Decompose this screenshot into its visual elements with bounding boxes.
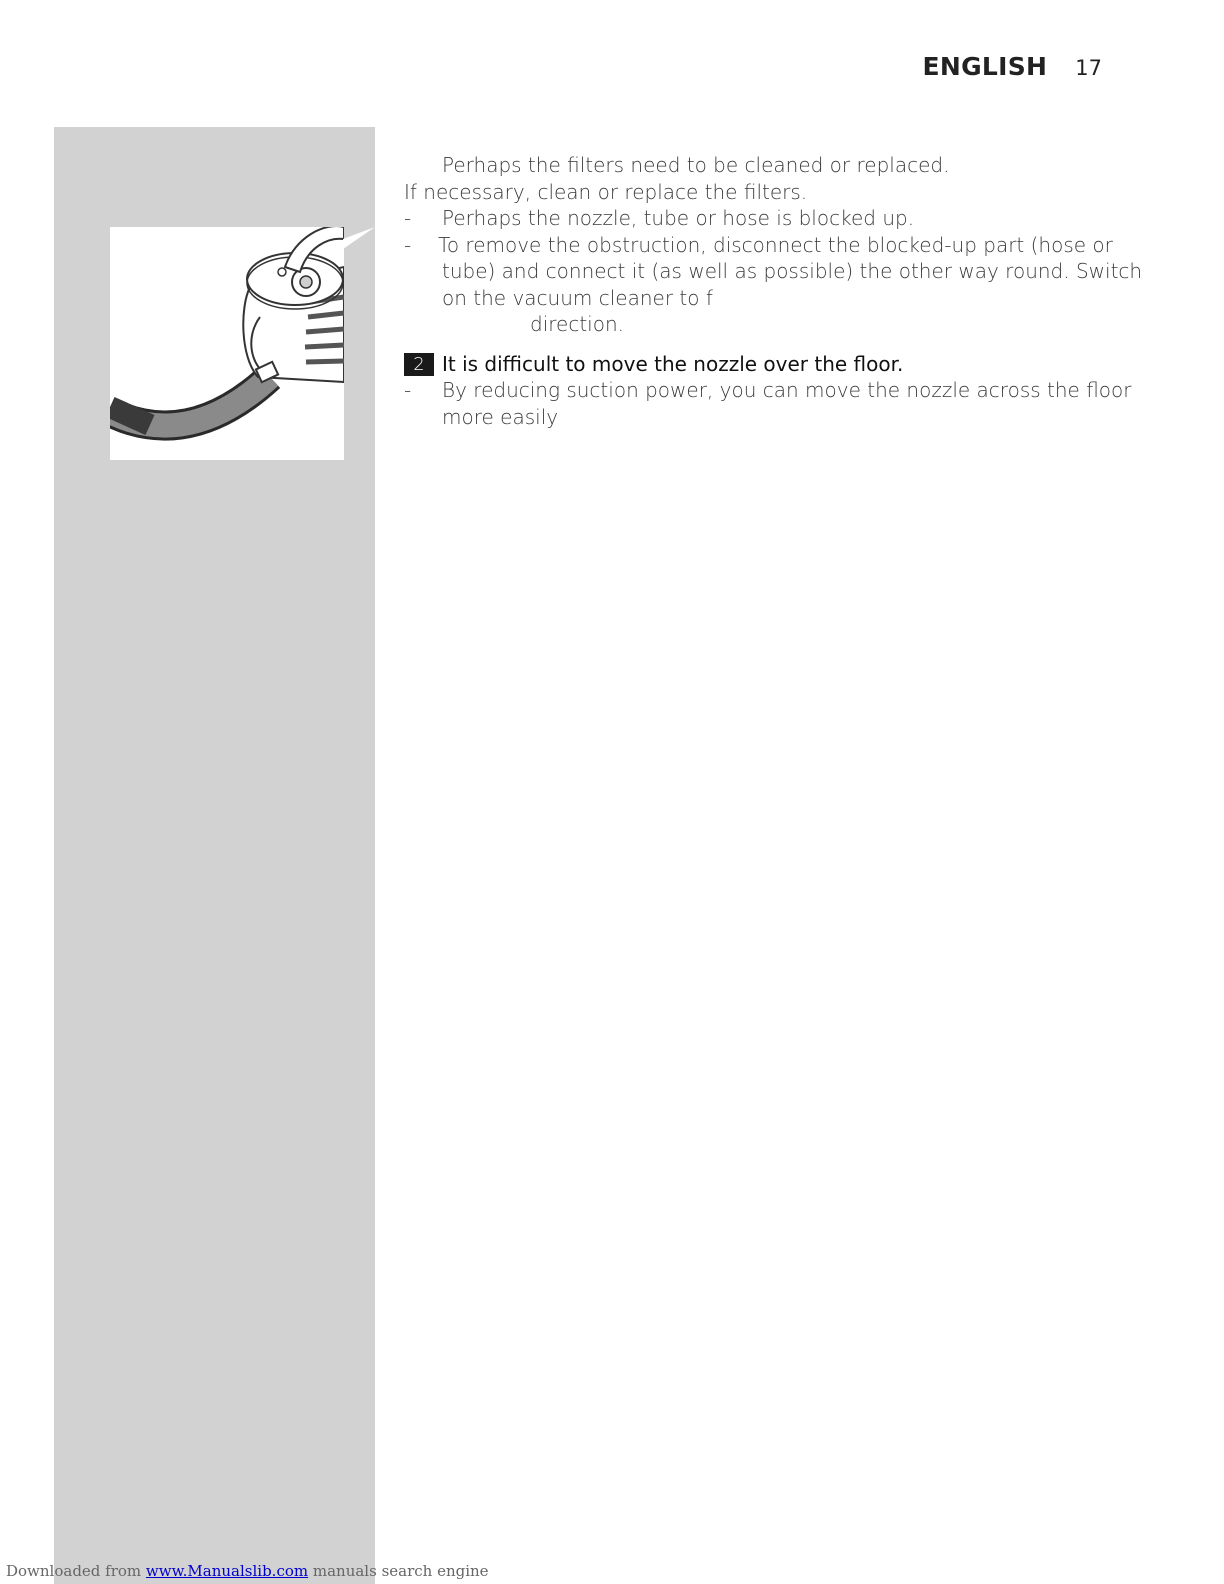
bullet-continuation: tube) and connect it (as well as possible) the other way round. Switch	[442, 259, 1143, 283]
callout-pointer	[343, 227, 383, 267]
bullet-item	[404, 205, 1124, 232]
bullet-continuation: more easily	[442, 404, 559, 429]
bullet-continuation: direction.	[530, 312, 625, 336]
step-heading	[404, 351, 1124, 378]
footer-prefix: Downloaded from	[6, 1562, 146, 1580]
page-number: 17	[1075, 56, 1102, 80]
step-number-badge: 2	[404, 353, 434, 376]
bullet-dash: -	[404, 378, 412, 402]
bullet-dash: -	[404, 206, 412, 230]
bullet-item	[404, 232, 1124, 259]
vacuum-hose-illustration	[110, 227, 344, 460]
manualslib-link[interactable]: www.Manualslib.com	[145, 1562, 309, 1580]
footer-suffix: manuals search engine	[308, 1562, 489, 1580]
bullet-continuation: on the vacuum cleaner to f	[442, 285, 713, 310]
step-heading-text: It is difficult to move the nozzle over the floor.	[442, 351, 904, 376]
bullet-item	[404, 377, 1132, 404]
bullet-text: By reducing suction power, you can move the nozzle across the floor	[442, 378, 1132, 402]
download-footer	[6, 1562, 489, 1580]
text-line: If necessary, clean or replace the filters.	[404, 179, 808, 204]
text-line: Perhaps the filters need to be cleaned or replaced.	[442, 153, 950, 177]
language-label: ENGLISH	[922, 52, 1048, 81]
bullet-dash: -	[404, 232, 412, 257]
main-content	[404, 152, 1143, 430]
bullet-text: To remove the obstruction, disconnect the blocked-up part (hose or	[438, 232, 1113, 257]
bullet-text: Perhaps the nozzle, tube or hose is blocked up.	[442, 206, 915, 230]
page-header	[922, 52, 1102, 81]
